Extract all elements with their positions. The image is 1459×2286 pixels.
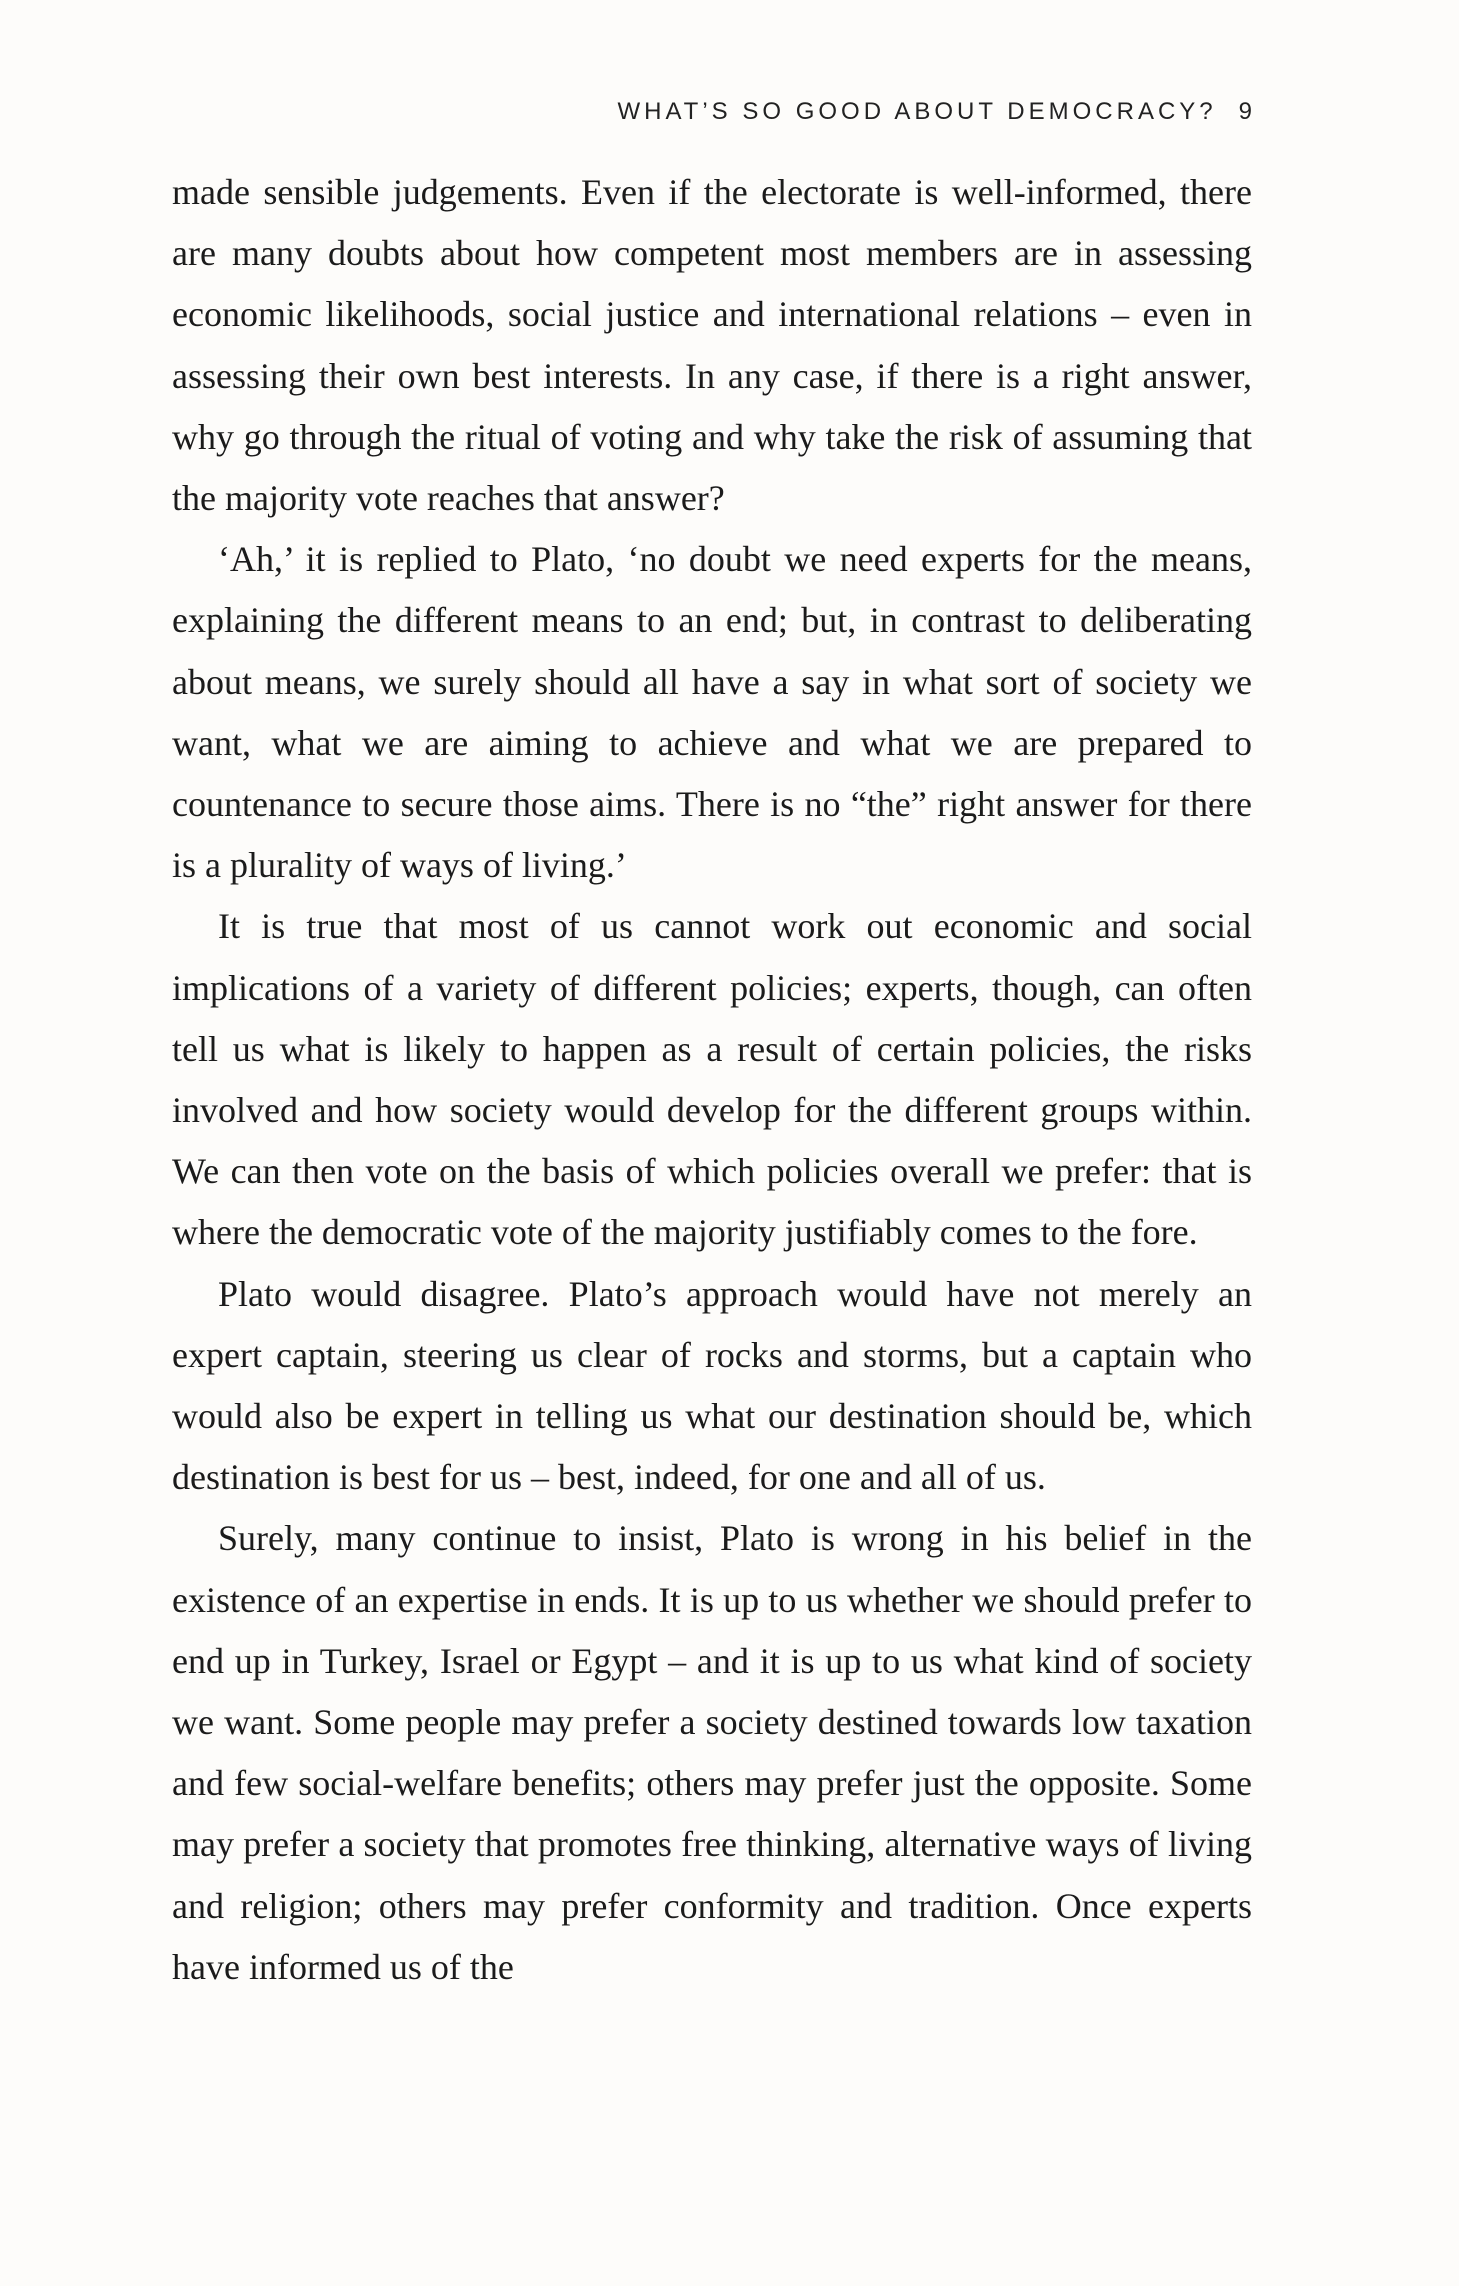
paragraph-5: Surely, many continue to insist, Plato is wrong in his belief in the existence of an expertise in ends. It is up to us whether we should prefer to end up in Turkey, Israel or Egypt – and it is up to us what kind of society we want. Some people may prefer a society destined towards low taxation and few social-welfare benefits; others may prefer just the opposite. Some may prefer a society that promotes free thinking, alternative ways of living and religion; others may prefer conformity and tradition. Once experts have informed us of the	[172, 1518, 1252, 1987]
paragraph-3: It is true that most of us cannot work out economic and social implications of a variety of different policies; experts, though, can often tell us what is likely to happen as a result of certain policies, the risks involved and how society would develop for the different groups within. We can then vote on the basis of which policies overall we prefer: that is where the democratic vote of the majority justifiably comes to the fore.	[172, 906, 1252, 1253]
page-number: 9	[1238, 98, 1252, 125]
body-text	[172, 162, 1252, 1998]
paragraph-4: Plato would disagree. Plato’s approach would have not merely an expert captain, steering us clear of rocks and storms, but a captain who would also be expert in telling us what our destination should be, which destination is best for us – best, indeed, for one and all of us.	[172, 1273, 1252, 1498]
paragraph-2: ‘Ah,’ it is replied to Plato, ‘no doubt we need experts for the means, explaining the different means to an end; but, in contrast to deliberating about means, we surely should all have a say in what sort of society we want, what we are aiming to achieve and what we are prepared to countenance to secure those aims. There is no “the” right answer for there is a plurality of ways of living.’	[172, 539, 1252, 886]
running-head-title: WHAT’S SO GOOD ABOUT DEMOCRACY?	[617, 98, 1217, 125]
paragraph-1: made sensible judgements. Even if the electorate is well-informed, there are many doubts about how competent most members are in assessing economic likelihoods, social justice and international relations – even in assessing their own best interests. In any case, if there is a right answer, why go through the ritual of voting and why take the risk of assuming that the majority vote reaches that answer?	[172, 172, 1252, 519]
running-head	[172, 92, 1252, 132]
